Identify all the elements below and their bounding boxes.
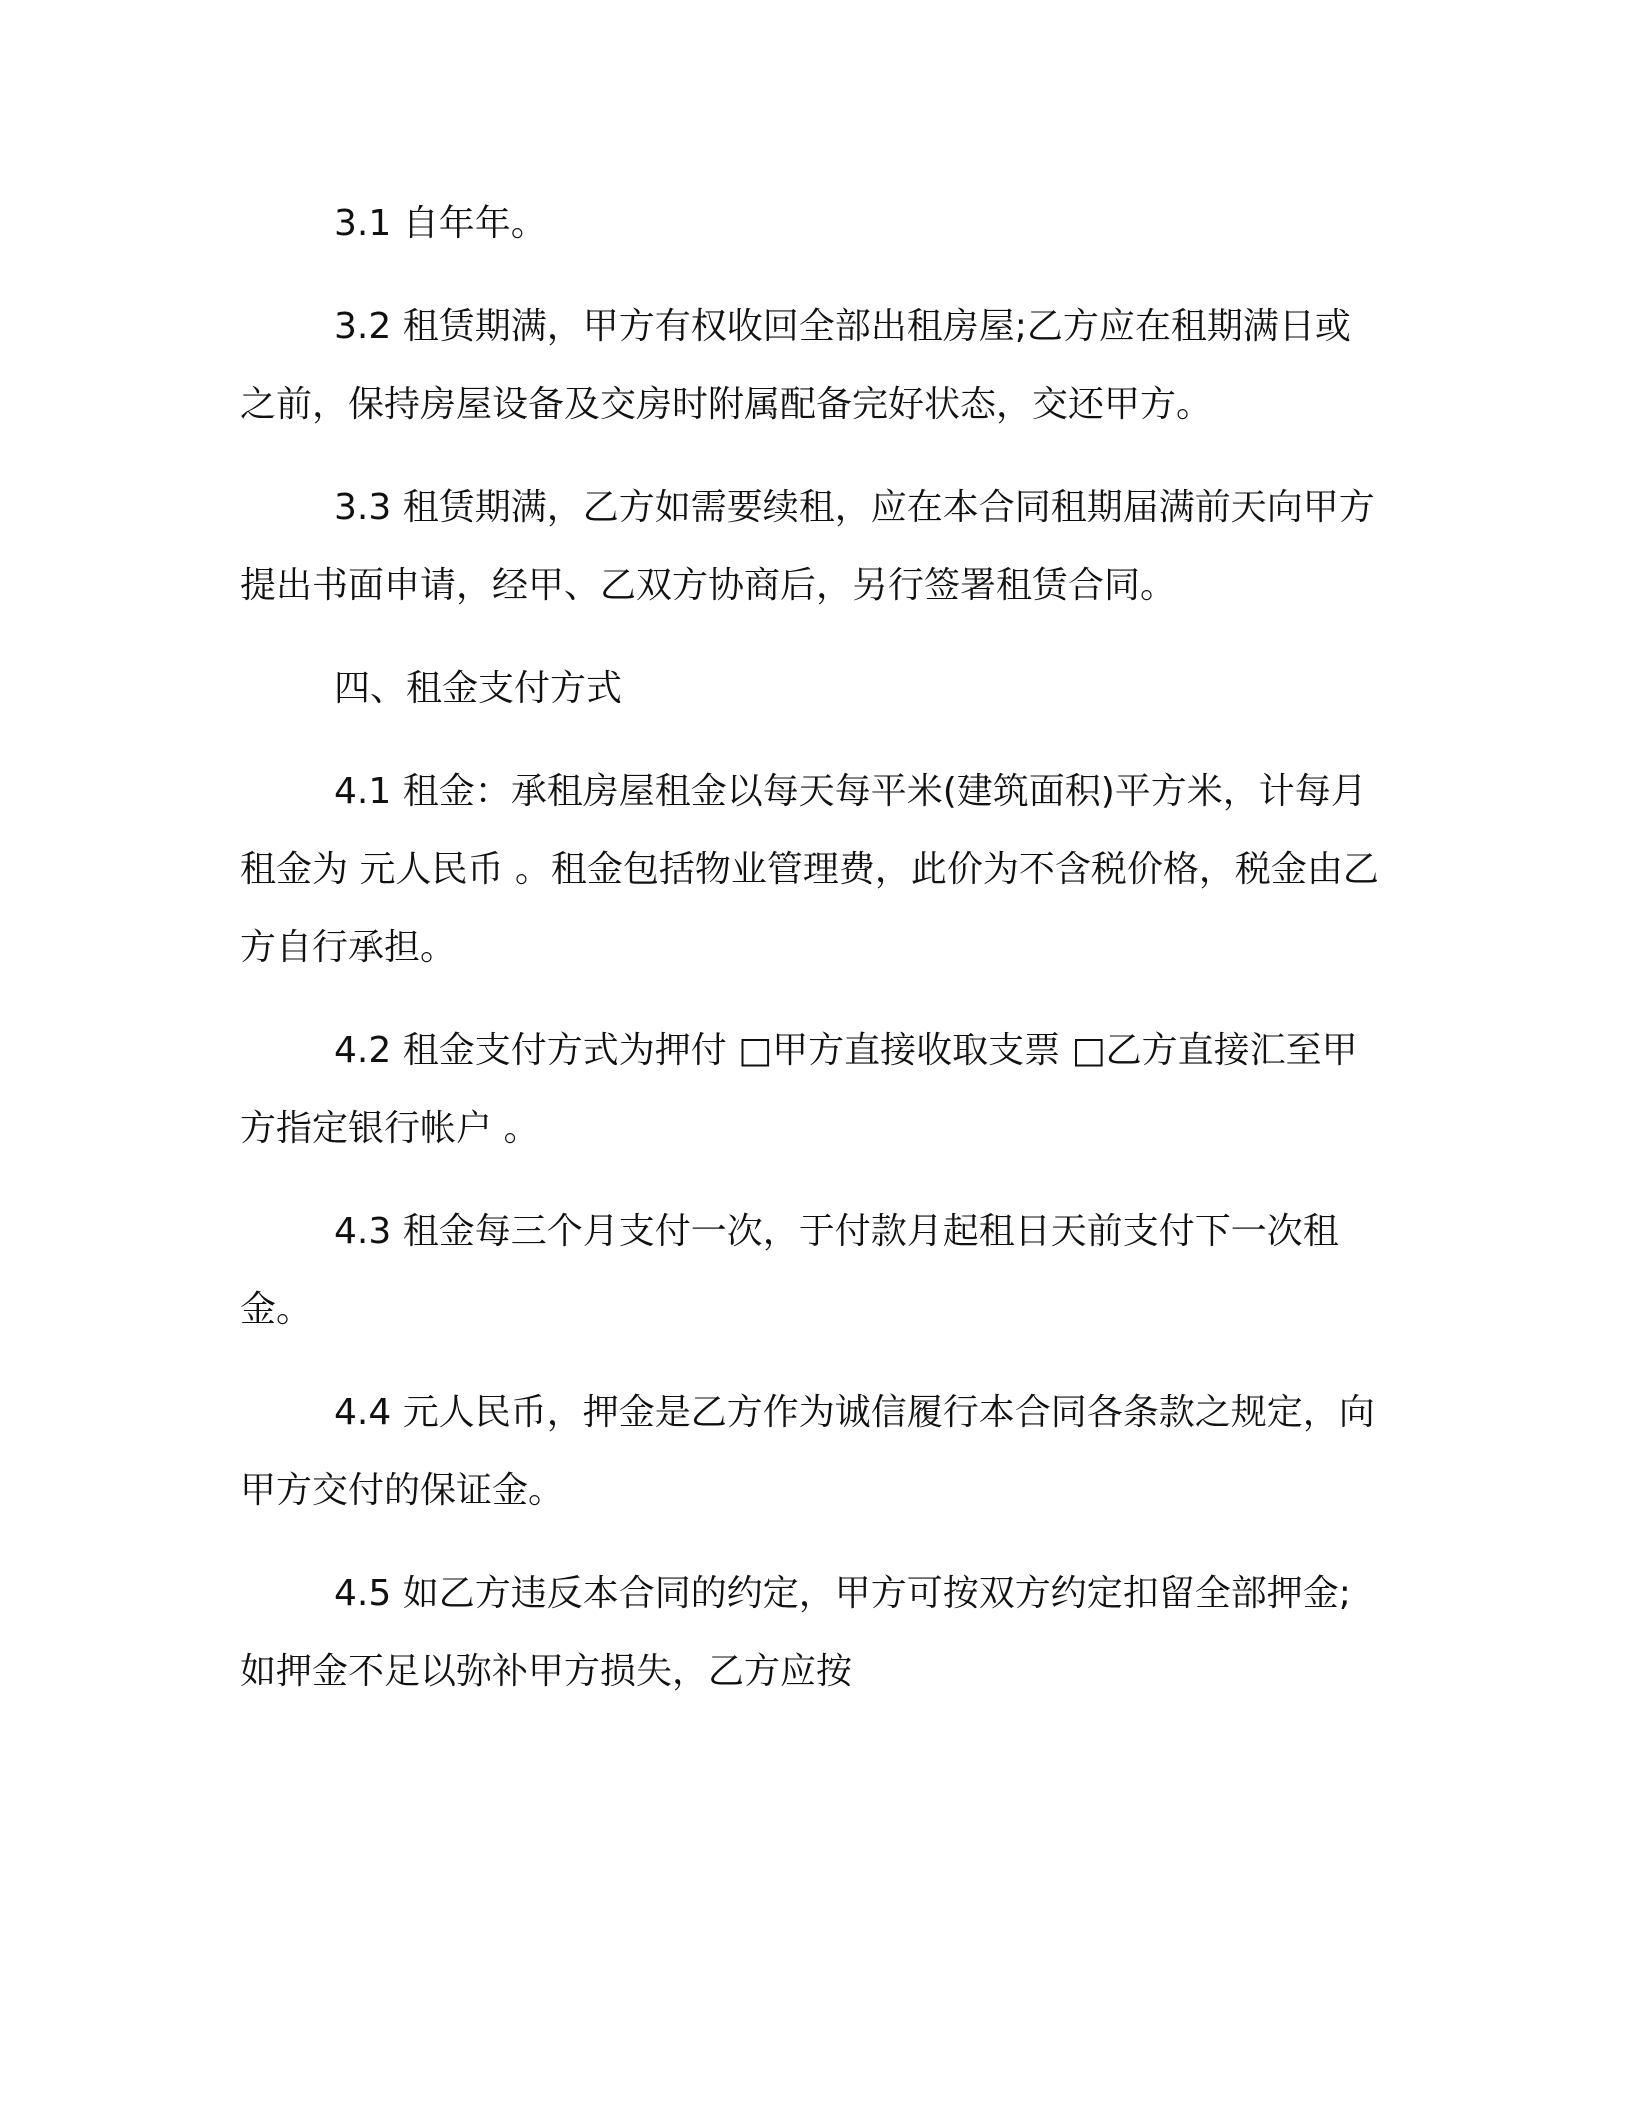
clause-4-1: 4.1 租金：承租房屋租金以每天每平米(建筑面积)平方米，计每月租金为 元人民币 。租金包括物业管理费，此价为不含税价格，税金由乙方自行承担。 xyxy=(240,771,1379,968)
document-body xyxy=(240,185,1385,1736)
clause-3-1: 3.1 自年年。 xyxy=(334,203,547,244)
clause-3-3: 3.3 租赁期满，乙方如需要续租，应在本合同租期届满前天向甲方提出书面申请，经甲、乙双方协商后，另行签署租赁合同。 xyxy=(240,487,1375,606)
clause-3-2: 3.2 租赁期满，甲方有权收回全部出租房屋;乙方应在租期满日或之前，保持房屋设备及交房时附属配备完好状态，交还甲方。 xyxy=(240,306,1351,425)
clause-4-4: 4.4 元人民币，押金是乙方作为诚信履行本合同各条款之规定，向甲方交付的保证金。 xyxy=(240,1392,1375,1511)
clause-4-5: 4.5 如乙方违反本合同的约定，甲方可按双方约定扣留全部押金;如押金不足以弥补甲方损失，乙方应按 xyxy=(240,1573,1351,1692)
section-heading-rent-payment: 四、租金支付方式 xyxy=(334,668,623,709)
clause-4-3: 4.3 租金每三个月支付一次，于付款月起租日天前支付下一次租金。 xyxy=(240,1211,1339,1330)
clause-4-2: 4.2 租金支付方式为押付 □甲方直接收取支票 □乙方直接汇至甲方指定银行帐户 。 xyxy=(240,1030,1358,1149)
